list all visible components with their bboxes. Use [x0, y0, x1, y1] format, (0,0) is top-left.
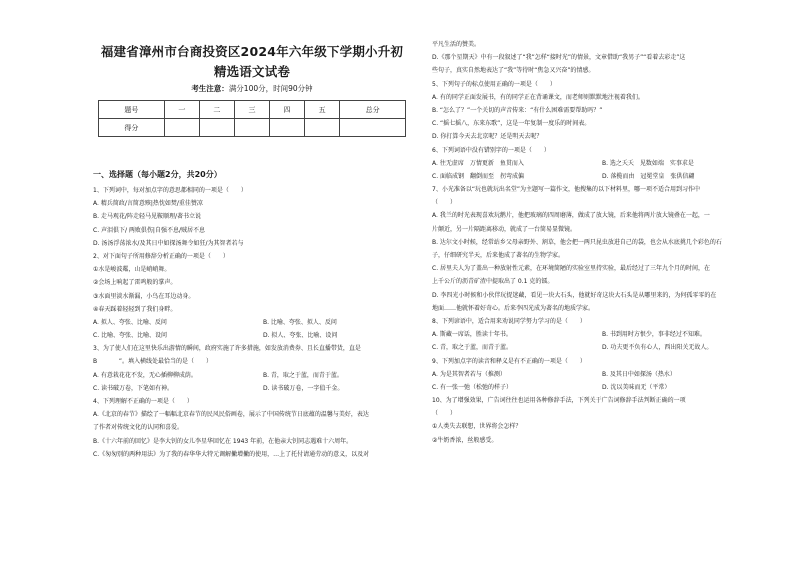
text-line: ②牛奶香浓，丝般感受。 [432, 436, 498, 444]
option-text: B. 青，取之于蓝，而青于蓝。 [263, 371, 343, 379]
score-table-header-row [99, 101, 406, 119]
text-line: 了作者对传统文化的认同和喜爱。 [93, 424, 184, 432]
section-title: 一、选择题（每小题2分，共20分） [93, 170, 222, 179]
exam-notice [96, 84, 408, 94]
text-line: 9、下列加点字的读音和释义是有不正确的一项是（ ） [432, 357, 586, 365]
score-cell [164, 119, 199, 137]
score-header-cell: 题号 [99, 101, 165, 119]
text-line: B ”。填入横线处最恰当的是（ ） [93, 358, 213, 366]
text-line: B. 达尔文小时候，经常站乡父母亲野外、割草，他会把一两只昆虫放进自己的袋，也会从水底挑几个彩色的石 [432, 238, 722, 246]
option-text: D. 功夫更不负有心人，西出阳关无故人。 [602, 344, 713, 352]
score-header-cell: 五 [305, 101, 340, 119]
text-line: （ ） [432, 199, 457, 207]
text-line: D. 你打算今天去北京呢？还是明天去呢？ [432, 133, 543, 141]
text-line: 些句子，真实自然地表达了“我”等待时“焦急又兴奋”的情感。 [432, 67, 595, 75]
text-line: A. 我兰的时光表现喜欢玩鹅片，他把玻璃的四周磨薄，做成了放大镜，后来他将两片放大镜叠在一起，一 [432, 212, 710, 220]
option-row [432, 368, 762, 381]
option-row [432, 341, 762, 354]
text-line: D. 汤汤浮荡浓水/及其日中如探汤舞令如狂/为其智者若与 [93, 239, 244, 247]
text-line: 1、下列词中，每对加点字的意思都相同的一项是（ ） [93, 187, 247, 194]
text-line: 片颠近，另一片隔距离移动，就成了一台简易显微镜。 [432, 225, 577, 233]
option-row [93, 382, 411, 395]
option-row [432, 170, 762, 183]
text-line: 6、下列词语中没有错别字的一项是（ ） [432, 146, 550, 154]
exam-title: 福建省漳州市台商投资区2024年六年级下学期小升初精选语文试卷 [100, 44, 404, 79]
score-cell [340, 119, 406, 137]
option-text: C. 比喻、夸张、比喻、设问 [93, 332, 168, 340]
option-text: C. 有一张一弛（松弛的样子） [432, 383, 513, 391]
text-line: ①人类失去联想，世界将会怎样？ [432, 423, 522, 431]
option-text: B. 书到用时方恨少，事非经过不知难。 [602, 331, 706, 339]
option-row [432, 157, 762, 170]
text-line: 7、小光准备以“玩也就玩出名堂”为主题写一篇作文，他搜集的以下材料里，哪一项不适合用到习作中 [432, 186, 701, 194]
text-line: ③水面里淡水渐漏，小鸟在耳边动身。 [93, 292, 195, 300]
text-line: C.《匆匆别的两种用法》为了我的春华华大特元调解撇增撇的使用，…上了托付请通劳动的意义，以及对 [93, 450, 370, 458]
text-line: ①水是峻波粼，山是峭峭舞。 [93, 266, 171, 274]
left-column-text [93, 184, 411, 461]
notice-label: 考生注意： [191, 84, 229, 93]
option-text: D. 拟人、夸张、比喻、设问 [263, 332, 338, 340]
option-row [432, 381, 762, 394]
text-line: A. 有的同学正面发展书，有的同学正在背诵课文，而老师则默默地注视着我们。 [432, 93, 644, 101]
score-cell [305, 119, 340, 137]
right-column-text [432, 38, 762, 447]
option-text: B. 及其日中如探汤（热水） [602, 370, 676, 378]
text-line: 2、对下面句子所用修辞分析正确的一项是（ ） [93, 252, 229, 260]
text-line: 子，仔细研究半天，后来他成了著名的生物学家。 [432, 252, 565, 259]
option-text: B. 选之夭夭 见数如端 实事求是 [602, 159, 694, 167]
text-line: 地面……他就怀着好奇心。后来李四光成为著名的地质学家。 [432, 304, 595, 312]
option-text: C. 青，取之于蓝，而青于蓝。 [432, 344, 513, 352]
score-table [98, 100, 406, 137]
text-line: C. 声泪俱下/ 两败俱伤|自强不息/贼居不息 [93, 226, 205, 234]
text-line: A.《北京的春节》描绘了一幅幅北京春节的民风民俗画卷，展示了中国传统节日底蕴的温馨与美好，表达 [93, 411, 369, 419]
option-text: A. 斯藏一席话，胜读十年书。 [432, 331, 512, 339]
text-line: 8、下列谚语中，适合用来劝说同学努力学习的是（ ） [432, 317, 586, 325]
option-text: A. 有意栽花花不发，无心插柳柳成荫。 [93, 371, 197, 379]
text-line: 4、下列理解不正确的一项是（ ） [93, 398, 193, 405]
text-line: B. “怎么了？”一个关切的声音传来：“有什么困难需要帮助吗？” [432, 106, 603, 114]
text-line: D.《那个星期天》中有一段叙述了“我”怎样“接时光”的情景，文章借助“我男子”“看着去彩走”这 [432, 54, 686, 62]
text-line: 平凡生活的赞美。 [432, 41, 481, 48]
option-row [93, 369, 411, 382]
text-line: A. 精兵简政/言简意赅|热忱如焚/重佳赞凉 [93, 200, 203, 208]
text-line: 5、下列句子的标点使用正确的一项是（ ） [432, 80, 556, 88]
text-line: 3、为了使人们在这里快乐出游情的瞬间，政府实施了许多措施，如发放消费券、且长直播带货，直是 [93, 345, 361, 353]
text-line: ④春天踩着轻轻到了我们身畔。 [93, 305, 177, 313]
option-row [432, 328, 762, 341]
score-cell [234, 119, 269, 137]
option-row [93, 316, 411, 329]
option-text: A. 为是其智者若与（推测） [432, 370, 506, 378]
score-header-cell: 三 [234, 101, 269, 119]
score-header-cell: 四 [270, 101, 305, 119]
option-text: C. 面临成钢 翻倒而至 拐弯成偏 [432, 172, 525, 180]
option-text: A. 往无虚席 万情更新 鱼贯而入 [432, 159, 524, 167]
score-table-score-row [99, 119, 406, 137]
score-cell [270, 119, 305, 137]
text-line: D. 李四光小时候和小伙伴玩捉迷藏，看见一块大石头，他就好奇这块大石头是从哪里来的，为何孤零零的在 [432, 291, 717, 299]
option-text: C. 读书破万卷，下笔如有神。 [93, 384, 174, 392]
score-header-cell: 一 [164, 101, 199, 119]
score-row-label: 得分 [99, 119, 165, 137]
text-line: C. 居里夫人为了盖出一种放射性元素，在环境简陋的实验室里持实验，最后经过了三年九个月的时间，在 [432, 265, 711, 273]
score-header-cell: 总分 [340, 101, 406, 119]
score-header-cell: 二 [199, 101, 234, 119]
text-line: （ ） [432, 410, 457, 418]
option-text: D. 落揽而由 冠冕堂皇 张供信翩 [602, 172, 695, 180]
option-text: D. 沈以美味而无（平常） [602, 383, 671, 391]
option-text: A. 拟人、夸张、比喻、反问 [93, 318, 167, 326]
text-line: ②会场上响起了雷鸣般的掌声。 [93, 279, 177, 287]
text-line: C. “摇七摇八，东来东歌”，这是一年复制一度乐的时间表。 [432, 120, 591, 128]
option-row [93, 329, 411, 342]
option-text: B. 比喻、夸张、拟人、反问 [263, 318, 337, 326]
text-line: B.《十六年前的回忆》是李大钊的女儿李星华回忆在 1943 年前，在他亲大钊同志遇难十六周年。 [93, 437, 353, 445]
text-line: 上千公斤的沥青矿渣中提取出了 0.1 克的镭。 [432, 278, 554, 286]
score-cell [199, 119, 234, 137]
text-line: B. 走马观花/阵走轻马见鞍顺理/著书立说 [93, 213, 201, 221]
notice-text: 满分100分，时间90分钟 [228, 84, 313, 93]
text-line: 10、为了增强效果，广告词往往也运用各种修辞手法，下列关于广告词修辞手法判断正确的一项 [432, 397, 686, 405]
option-text: D. 读书破万卷，一字值千金。 [263, 384, 344, 392]
